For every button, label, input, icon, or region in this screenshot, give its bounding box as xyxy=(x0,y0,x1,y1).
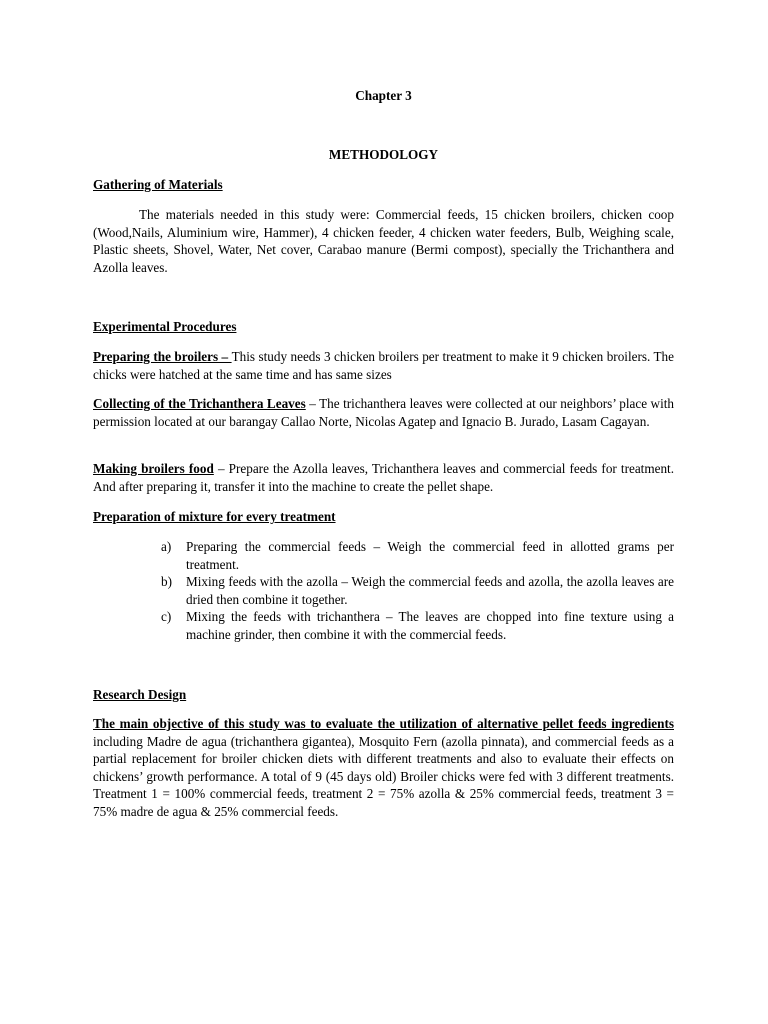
preparing-paragraph xyxy=(93,348,674,383)
list-item-text: Mixing feeds with the azolla – Weigh the commercial feeds and azolla, the azolla leaves are dried then combine it together. xyxy=(186,574,674,607)
mixture-heading: Preparation of mixture for every treatment xyxy=(93,509,336,524)
gathering-heading: Gathering of Materials xyxy=(93,177,223,192)
list-marker: a) xyxy=(161,539,172,554)
mixture-list xyxy=(161,538,674,643)
making-paragraph xyxy=(93,460,674,495)
gathering-paragraph: The materials needed in this study were: Commercial feeds, 15 chicken broilers, chicken coop (Wood,Nails, Aluminium wire, Hammer), 4 chicken feeder, 4 chicken water feeders, Bulb, Weighing scale, Plastic sheets, Shovel, Water, Net cover, Carabao manure (Bermi compost), specially the Trichanthera and Azolla leaves. xyxy=(93,207,674,275)
research-bold-text: The main objective of this study was to evaluate the utilization of alternative pellet feeds ingredients xyxy=(93,716,674,731)
collecting-text: – The trichanthera leaves were collected at our neighbors’ place with permission located at our barangay Callao Norte, Nicolas Agatep and Ignacio B. Jurado, Lasam Cagayan. xyxy=(93,396,674,429)
collecting-head: Collecting of the Trichanthera Leaves xyxy=(93,396,306,411)
list-item xyxy=(161,608,674,643)
list-item-text: Mixing the feeds with trichanthera – The leaves are chopped into fine texture using a machine grinder, then combine it with the commercial feeds. xyxy=(186,609,674,642)
preparing-text: This study needs 3 chicken broilers per treatment to make it 9 chicken broilers. The chicks were hatched at the same time and has same sizes xyxy=(93,349,674,382)
collecting-paragraph xyxy=(93,395,674,430)
making-text: – Prepare the Azolla leaves, Trichanthera leaves and commercial feeds for treatment. And after preparing it, transfer it into the machine to create the pellet shape. xyxy=(93,461,675,494)
making-head: Making broilers food xyxy=(93,461,214,476)
chapter-label: Chapter 3 xyxy=(355,88,412,103)
research-paragraph xyxy=(93,715,674,820)
list-item-text: Preparing the commercial feeds – Weigh the commercial feed in allotted grams per treatment. xyxy=(186,539,674,572)
research-heading: Research Design xyxy=(93,687,187,702)
list-item xyxy=(161,573,674,608)
preparing-head: Preparing the broilers – xyxy=(93,349,232,364)
list-marker: b) xyxy=(161,574,172,589)
research-text: including Madre de agua (trichanthera gigantea), Mosquito Fern (azolla pinnata), and commercial feeds as a partial replacement for broiler chicken diets with different treatments and also to evaluate their effects on chickens’ growth performance. A total of 9 (45 days old) Broiler chicks were fed with 3 different treatments. Treatment 1 = 100% commercial feeds, treatment 2 = 75% azolla & 25% commercial feeds, treatment 3 = 75% madre de agua & 25% commercial feeds. xyxy=(93,733,674,819)
list-marker: c) xyxy=(161,609,172,624)
list-item xyxy=(161,538,674,573)
experimental-heading: Experimental Procedures xyxy=(93,319,237,334)
page-title: METHODOLOGY xyxy=(328,147,439,162)
